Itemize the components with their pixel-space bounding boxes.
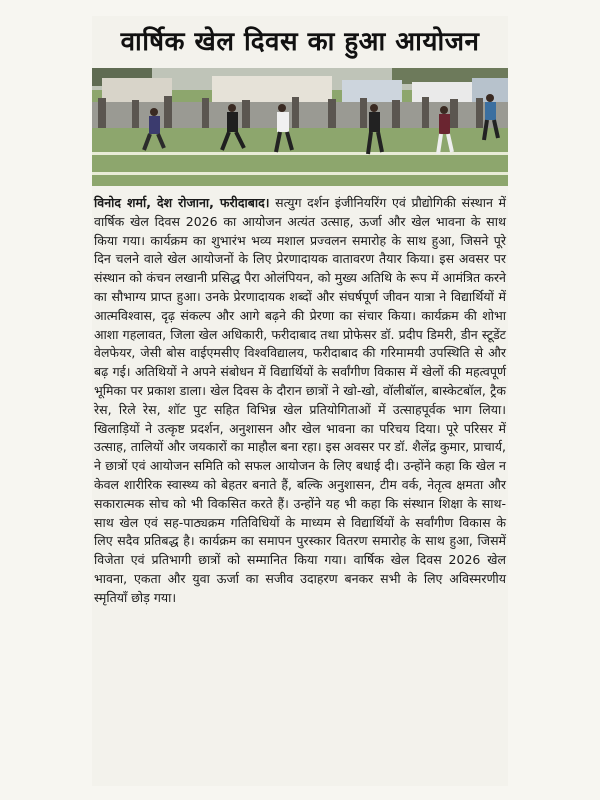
headline: वार्षिक खेल दिवस का हुआ आयोजन: [120, 27, 480, 57]
article-text: सत्युग दर्शन इंजीनियरिंग एवं प्रौद्योगिकी संस्थान में वार्षिक खेल दिवस 2026 का आयोजन अत्यंत उत्साह, ऊर्जा और खेल भावना के साथ किया गया। कार्यक्रम का शुभारंभ भव्य मशाल प्रज्वलन समारोह के साथ हुआ, जिसने पूरे दिन चलने वाले खेल आयोजनों के लिए प्रेरणादायक वातावरण तैयार किया। इस अवसर पर संस्थान को कंचन लखानी प्रसिद्ध पैरा ओलंपियन, को मुख्य अतिथि के रूप में आमंत्रित करने का सौभाग्य प्राप्त हुआ। उनके प्रेरणादायक शब्दों और संघर्षपूर्ण जीवन यात्रा ने विद्यार्थियों में आत्मविश्वास, दृढ़ संकल्प और आगे बढ़ने की प्रेरणा का संचार किया। कार्यक्रम की शोभा आशा गहलावत, जिला खेल अधिकारी, फरीदाबाद तथा प्रोफेसर डॉ. प्रदीप डिमरी, डीन स्टूडेंट वेलफेयर, जेसी बोस वाईएमसीए विश्वविद्यालय, फरीदाबाद की गरिमामयी उपस्थिति से और बढ़ गई। अतिथियों ने अपने संबोधन में विद्यार्थियों के सर्वांगीण विकास में खेलों की महत्वपूर्ण भूमिका पर प्रकाश डाला। खेल दिवस के दौरान छात्रों ने खो-खो, वॉलीबॉल, बास्केटबॉल, ट्रैक रेस, रिले रेस, शॉट पुट सहित विभिन्न खेल प्रतियोगिताओं में उत्साहपूर्वक भाग लिया। खिलाड़ियों ने उत्कृष्ट प्रदर्शन, अनुशासन और खेल भावना का परिचय दिया। पूरे परिसर में उत्साह, तालियों और जयकारों का माहौल बना रहा। इस अवसर पर डॉ. शैलेंद्र कुमार, प्राचार्य, ने छात्रों एवं आयोजन समिति को सफल आयोजन के लिए बधाई दी। उन्होंने कहा कि खेल न केवल शारीरिक स्वास्थ्य को बेहतर बनाते हैं, बल्कि अनुशासन, टीम वर्क, नेतृत्व क्षमता और सकारात्मक सोच को भी विकसित करते हैं। उन्होंने यह भी कहा कि संस्थान शिक्षा के साथ-साथ खेल एवं सह-पाठ्यक्रम गतिविधियों के माध्यम से विद्यार्थियों के सर्वांगीण विकास के लिए सदैव प्रतिबद्ध है। कार्यक्रम का समापन पुरस्कार वितरण समारोह के साथ हुआ, जिसमें विजेता एवं प्रतिभागी छात्रों को सम्मानित किया गया। वार्षिक खेल दिवस 2026 खेल भावना, एकता और युवा ऊर्जा का सजीव उदाहरण बनकर सभी के लिए अविस्मरणीय स्मृतियाँ छोड़ गया।: [94, 195, 506, 605]
sports-day-photo: [92, 68, 508, 186]
newspaper-clipping: [92, 16, 508, 786]
article-photo: [92, 68, 508, 186]
article-body: [92, 194, 508, 608]
byline: विनोद शर्मा, देश रोजाना, फरीदाबाद।: [94, 195, 270, 210]
